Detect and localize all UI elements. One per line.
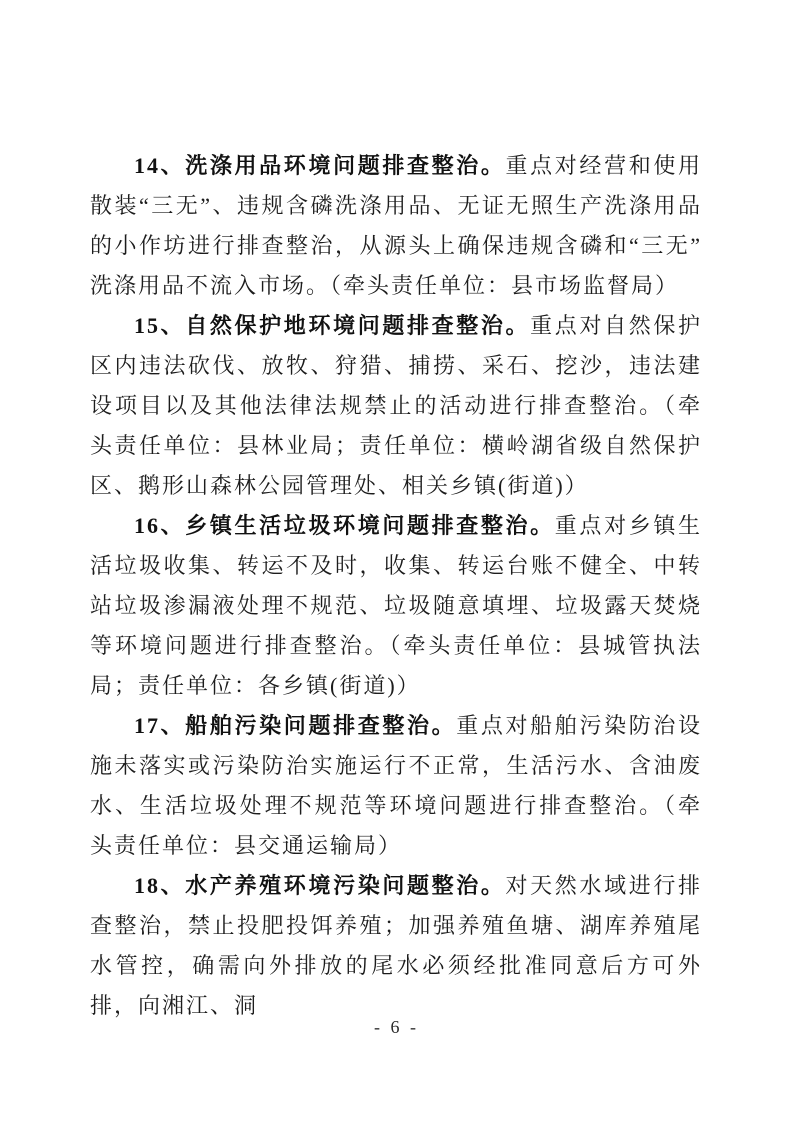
paragraph-17-lead: 17、船舶污染问题排查整治。 [134, 713, 457, 738]
page-number: - 6 - [374, 1017, 419, 1037]
paragraph-14-lead: 14、洗涤用品环境问题排查整治。 [134, 153, 506, 178]
paragraph-14-text: 重点对经营和使用散装“三无”、违规含磷洗涤用品、无证无照生产洗涤用品的小作坊进行排查整治，从源头上确保违规含磷和“三无”洗涤用品不流入市场。（牵头责任单位：县市场监督局） [90, 153, 702, 298]
paragraph-item-14 [90, 146, 702, 306]
paragraph-15-text: 重点对自然保护区内违法砍伐、放牧、狩猎、捕捞、采石、挖沙，违法建设项目以及其他法律法规禁止的活动进行排查整治。（牵头责任单位：县林业局；责任单位：横岭湖省级自然保护区、鹅形山森林公园管理处、相关乡镇(街道)） [90, 313, 702, 498]
document-body [90, 146, 702, 1026]
paragraph-15-lead: 15、自然保护地环境问题排查整治。 [134, 313, 531, 338]
paragraph-18-text: 对天然水域进行排查整治，禁止投肥投饵养殖；加强养殖鱼塘、湖库养殖尾水管控，确需向外排放的尾水必须经批准同意后方可外排，向湘江、洞 [90, 873, 702, 1018]
paragraph-16-lead: 16、乡镇生活垃圾环境问题排查整治。 [134, 513, 555, 538]
paragraph-18-lead: 18、水产养殖环境污染问题整治。 [134, 873, 506, 898]
paragraph-17-text: 重点对船舶污染防治设施未落实或污染防治实施运行不正常，生活污水、含油废水、生活垃圾处理不规范等环境问题进行排查整治。（牵头责任单位：县交通运输局） [90, 713, 702, 858]
paragraph-item-18 [90, 866, 702, 1026]
paragraph-item-17 [90, 706, 702, 866]
page-footer [0, 1013, 793, 1041]
paragraph-item-15 [90, 306, 702, 506]
paragraph-16-text: 重点对乡镇生活垃圾收集、转运不及时，收集、转运台账不健全、中转站垃圾渗漏液处理不规范、垃圾随意填埋、垃圾露天焚烧等环境问题进行排查整治。（牵头责任单位：县城管执法局；责任单位：各乡镇(街道)） [90, 513, 702, 698]
paragraph-item-16 [90, 506, 702, 706]
